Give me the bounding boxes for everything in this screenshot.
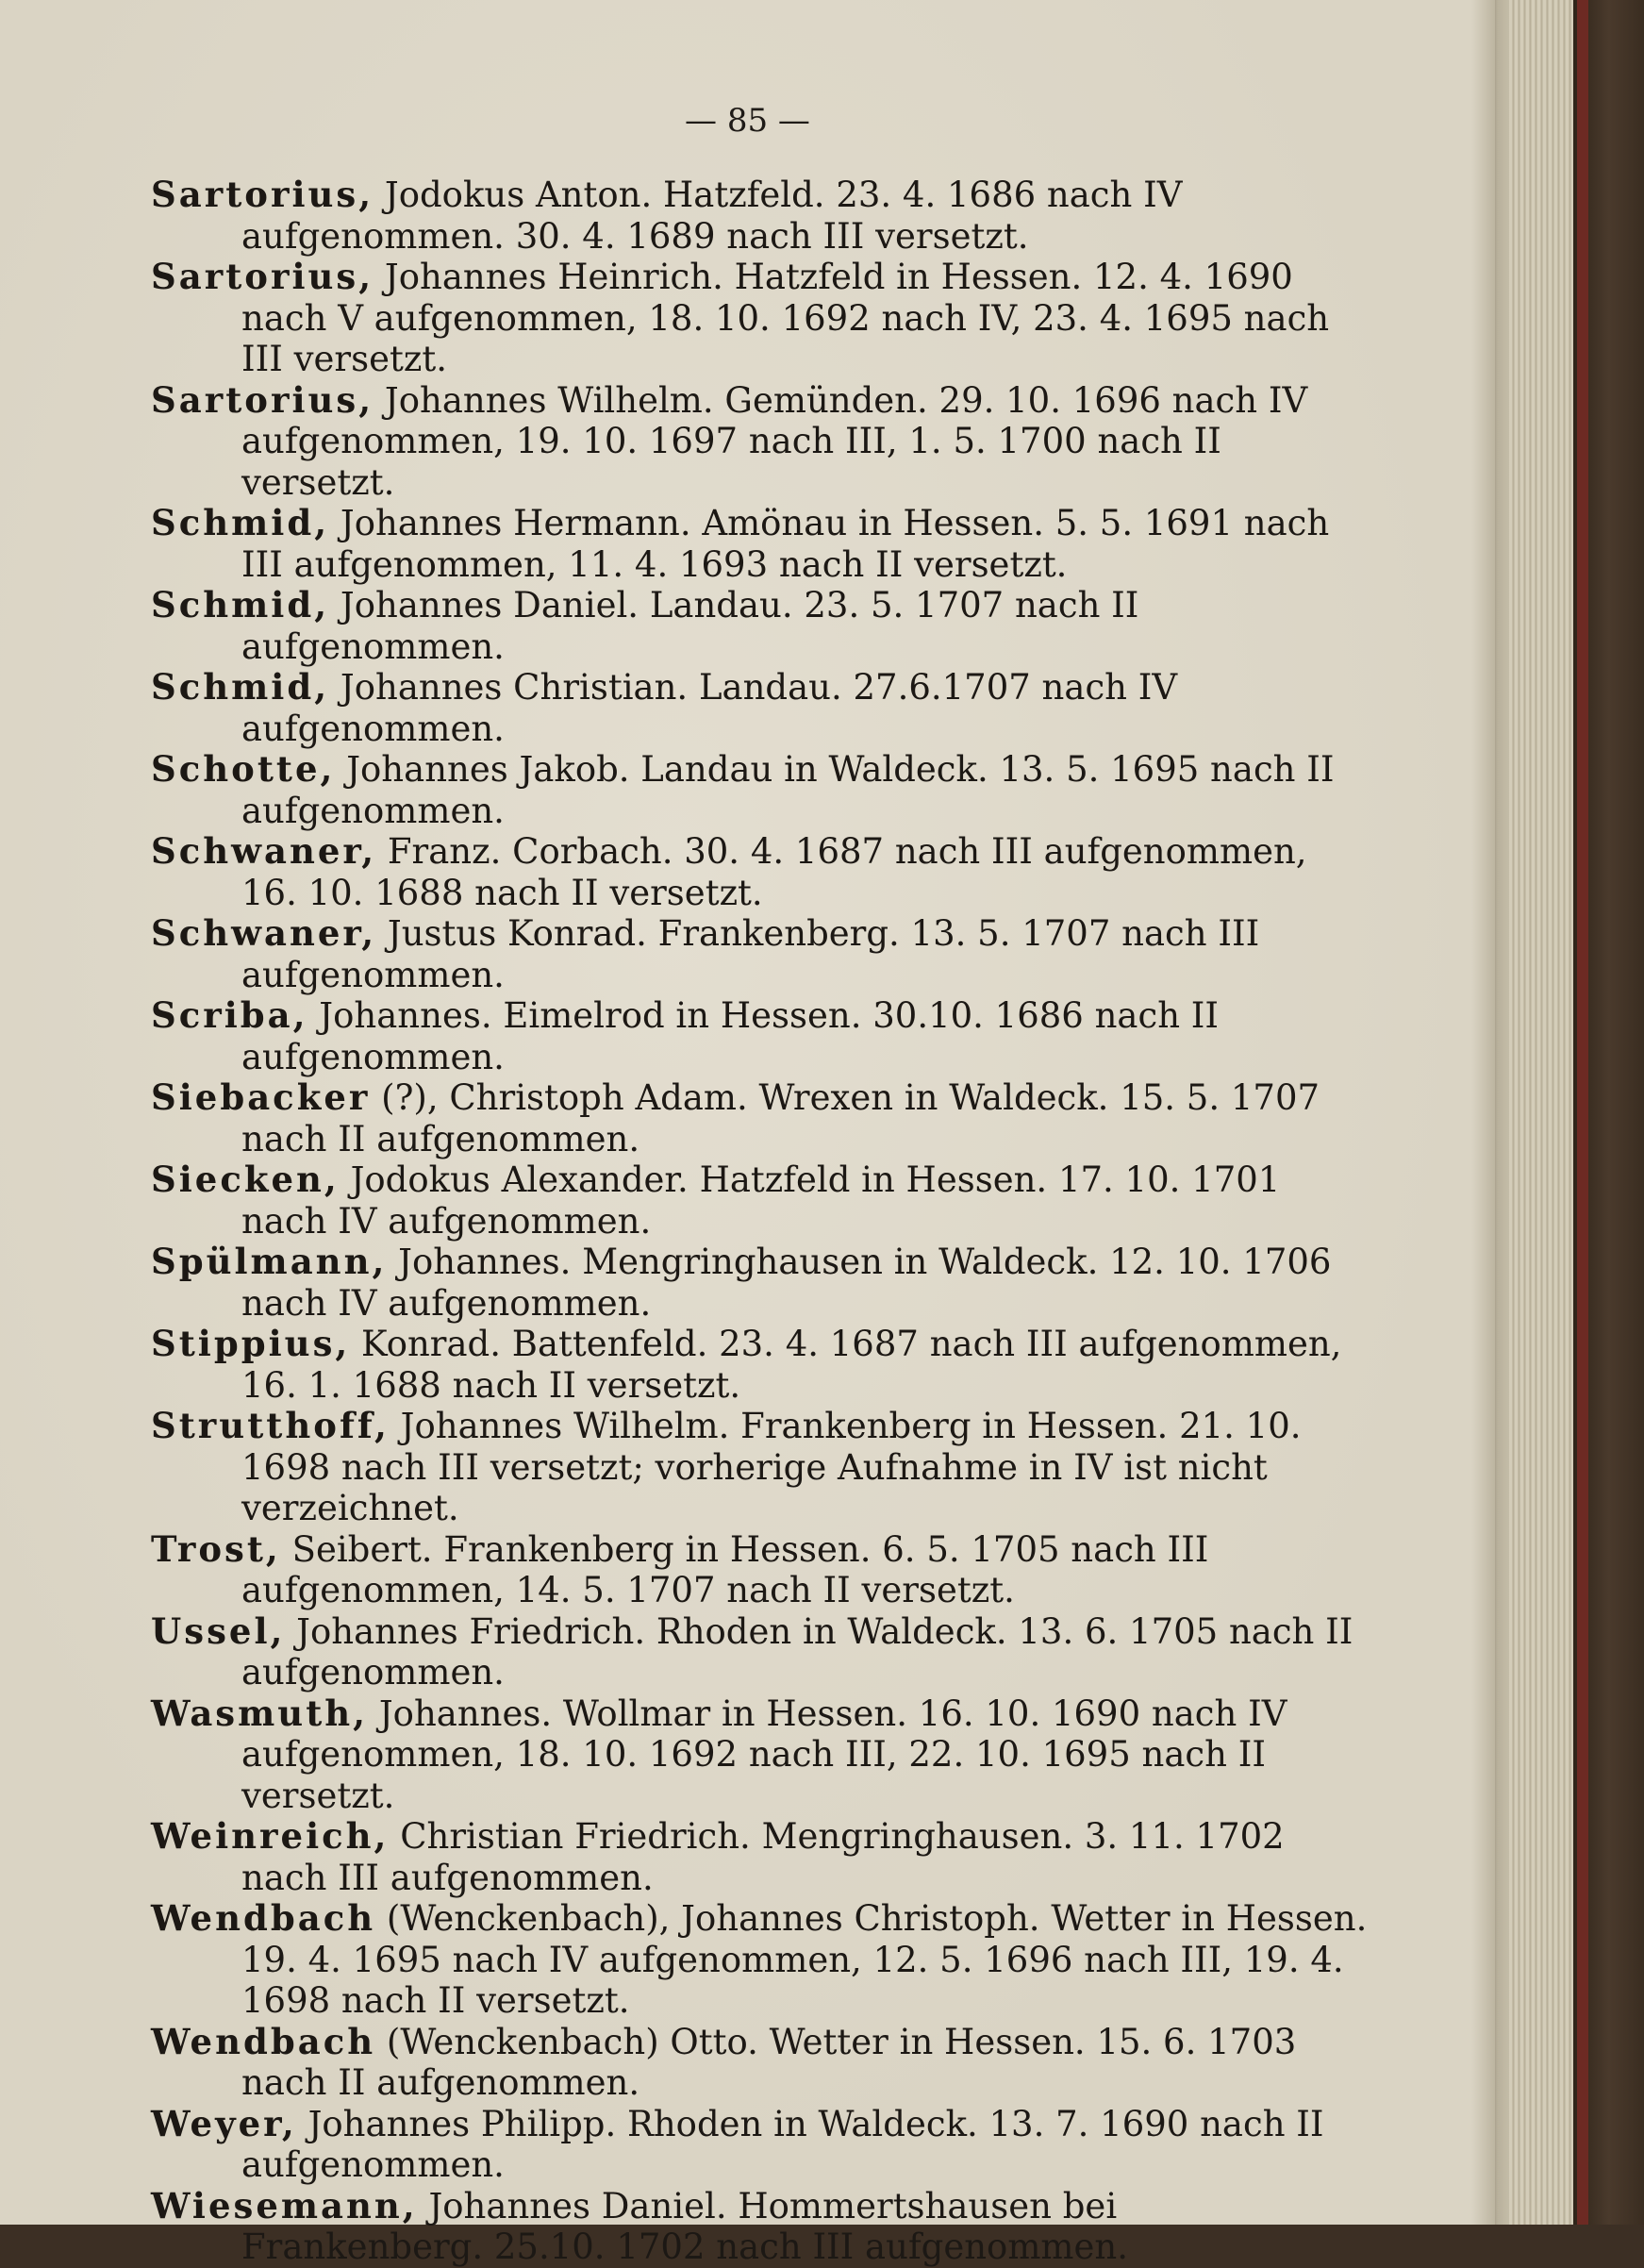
entry-details: Jodokus Anton. Hatzfeld. 23. 4. 1686 nach IV aufgenommen. 30. 4. 1689 nach III versetzt. bbox=[241, 175, 1183, 257]
entry-surname: Wiesemann, bbox=[151, 2184, 418, 2226]
register-entry bbox=[151, 913, 1368, 995]
entry-surname: Wendbach bbox=[151, 2020, 376, 2062]
register-entry bbox=[151, 503, 1368, 585]
register-entry bbox=[151, 995, 1368, 1077]
entry-details: Johannes. Wollmar in Hessen. 16. 10. 1690 nach IV aufgenommen, 18. 10. 1692 nach III, 22. 10. 1695 nach II versetzt. bbox=[241, 1693, 1287, 1816]
register-entry bbox=[151, 2186, 1368, 2268]
entry-details: Johannes Heinrich. Hatzfeld in Hessen. 12. 4. 1690 nach V aufgenommen, 18. 10. 1692 nach IV, 23. 4. 1695 nach III versetzt. bbox=[241, 257, 1330, 379]
entry-surname: Trost, bbox=[151, 1527, 281, 1570]
entry-details: Johannes Friedrich. Rhoden in Waldeck. 13. 6. 1705 nach II aufgenommen. bbox=[241, 1610, 1353, 1693]
entry-surname: Siebacker bbox=[151, 1076, 371, 1118]
entry-details: Johannes Wilhelm. Gemünden. 29. 10. 1696 nach IV aufgenommen, 19. 10. 1697 nach III, 1. 5. 1700 nach II versetzt. bbox=[241, 379, 1308, 503]
register-entry bbox=[151, 831, 1368, 913]
entry-surname: Stippius, bbox=[151, 1323, 351, 1364]
register-entry bbox=[151, 1242, 1368, 1324]
register-entry bbox=[151, 1324, 1368, 1406]
entry-surname: Schmid, bbox=[151, 584, 330, 625]
register-entry bbox=[151, 1693, 1368, 1817]
entry-details: Franz. Corbach. 30. 4. 1687 nach III aufgenommen, 16. 10. 1688 nach II versetzt. bbox=[241, 831, 1307, 913]
entry-details: Seibert. Frankenberg in Hessen. 6. 5. 1705 nach III aufgenommen, 14. 5. 1707 nach II versetzt. bbox=[241, 1528, 1209, 1610]
entry-details: Johannes Daniel. Landau. 23. 5. 1707 nach II aufgenommen. bbox=[241, 585, 1139, 667]
entry-surname: Siecken, bbox=[151, 1159, 340, 1200]
register-entry bbox=[151, 1159, 1368, 1242]
register-entry bbox=[151, 1529, 1368, 1611]
entry-surname: Wendbach bbox=[151, 1897, 376, 1939]
register-entry bbox=[151, 257, 1368, 380]
entry-surname: Sartorius, bbox=[151, 256, 374, 297]
entry-details: (?), Christoph Adam. Wrexen in Waldeck. 15. 5. 1707 nach II aufgenommen. bbox=[241, 1077, 1320, 1159]
register-entry bbox=[151, 1611, 1368, 1693]
entry-details: Jodokus Alexander. Hatzfeld in Hessen. 17. 10. 1701 nach IV aufgenommen. bbox=[241, 1159, 1281, 1242]
entry-surname: Schotte, bbox=[151, 748, 336, 790]
entry-surname: Weinreich, bbox=[151, 1815, 390, 1857]
entry-details: Johannes. Mengringhausen in Waldeck. 12. 10. 1706 nach IV aufgenommen. bbox=[241, 1242, 1332, 1324]
entry-details: (Wenckenbach), Johannes Christoph. Wetter in Hessen. 19. 4. 1695 nach IV aufgenommen, 12. 5. 1696 nach III, 19. 4. 1698 nach II versetzt. bbox=[241, 1898, 1368, 2021]
entry-surname: Sartorius, bbox=[151, 174, 374, 215]
entry-details: Johannes Christian. Landau. 27.6.1707 nach IV aufgenommen. bbox=[241, 667, 1178, 749]
entry-surname: Sartorius, bbox=[151, 378, 374, 421]
entry-surname: Schmid, bbox=[151, 502, 330, 543]
entry-surname: Scriba, bbox=[151, 994, 308, 1036]
entry-details: Johannes Daniel. Hommertshausen bei Frankenberg. 25.10. 1702 nach III aufgenommen. bbox=[241, 2185, 1128, 2267]
entry-surname: Ussel, bbox=[151, 1609, 286, 1652]
entry-details: Justus Konrad. Frankenberg. 13. 5. 1707 nach III aufgenommen. bbox=[241, 913, 1260, 995]
entry-surname: Weyer, bbox=[151, 2102, 297, 2144]
entry-surname: Schwaner, bbox=[151, 912, 377, 954]
entry-details: Johannes Philipp. Rhoden in Waldeck. 13. 7. 1690 nach II aufgenommen. bbox=[241, 2103, 1324, 2185]
entry-details: (Wenckenbach) Otto. Wetter in Hessen. 15. 6. 1703 nach II aufgenommen. bbox=[241, 2021, 1297, 2103]
register-entry bbox=[151, 667, 1368, 749]
register-entry bbox=[151, 1406, 1368, 1529]
entry-surname: Spülmann, bbox=[151, 1241, 388, 1282]
register-entry bbox=[151, 380, 1368, 504]
register-entries bbox=[151, 175, 1368, 2268]
entry-details: Johannes Hermann. Amönau in Hessen. 5. 5. 1691 nach III aufgenommen, 11. 4. 1693 nach II versetzt. bbox=[241, 503, 1330, 585]
entry-details: Christian Friedrich. Mengringhausen. 3. 11. 1702 nach III aufgenommen. bbox=[241, 1816, 1285, 1898]
entry-surname: Strutthoff, bbox=[151, 1405, 390, 1446]
register-entry bbox=[151, 1898, 1368, 2022]
page-edges bbox=[1509, 0, 1575, 2225]
entry-surname: Schwaner, bbox=[151, 830, 377, 872]
register-entry bbox=[151, 2104, 1368, 2186]
page-number: — 85 — bbox=[685, 102, 810, 140]
entry-surname: Schmid, bbox=[151, 666, 330, 708]
cover-binding-strip bbox=[1577, 0, 1588, 2225]
entry-details: Konrad. Battenfeld. 23. 4. 1687 nach III aufgenommen, 16. 1. 1688 nach II versetzt. bbox=[241, 1324, 1342, 1406]
entry-details: Johannes Jakob. Landau in Waldeck. 13. 5. 1695 nach II aufgenommen. bbox=[241, 749, 1335, 831]
register-entry bbox=[151, 1816, 1368, 1898]
register-entry bbox=[151, 175, 1368, 257]
register-entry bbox=[151, 749, 1368, 831]
register-entry bbox=[151, 2022, 1368, 2104]
entry-details: Johannes. Eimelrod in Hessen. 30.10. 1686 nach II aufgenommen. bbox=[241, 995, 1220, 1077]
entry-details: Johannes Wilhelm. Frankenberg in Hessen. 21. 10. 1698 nach III versetzt; vorherige Aufnahme in IV ist nicht verzeichnet. bbox=[241, 1406, 1302, 1528]
entry-surname: Wasmuth, bbox=[151, 1692, 369, 1734]
register-entry bbox=[151, 585, 1368, 667]
register-entry bbox=[151, 1077, 1368, 1159]
